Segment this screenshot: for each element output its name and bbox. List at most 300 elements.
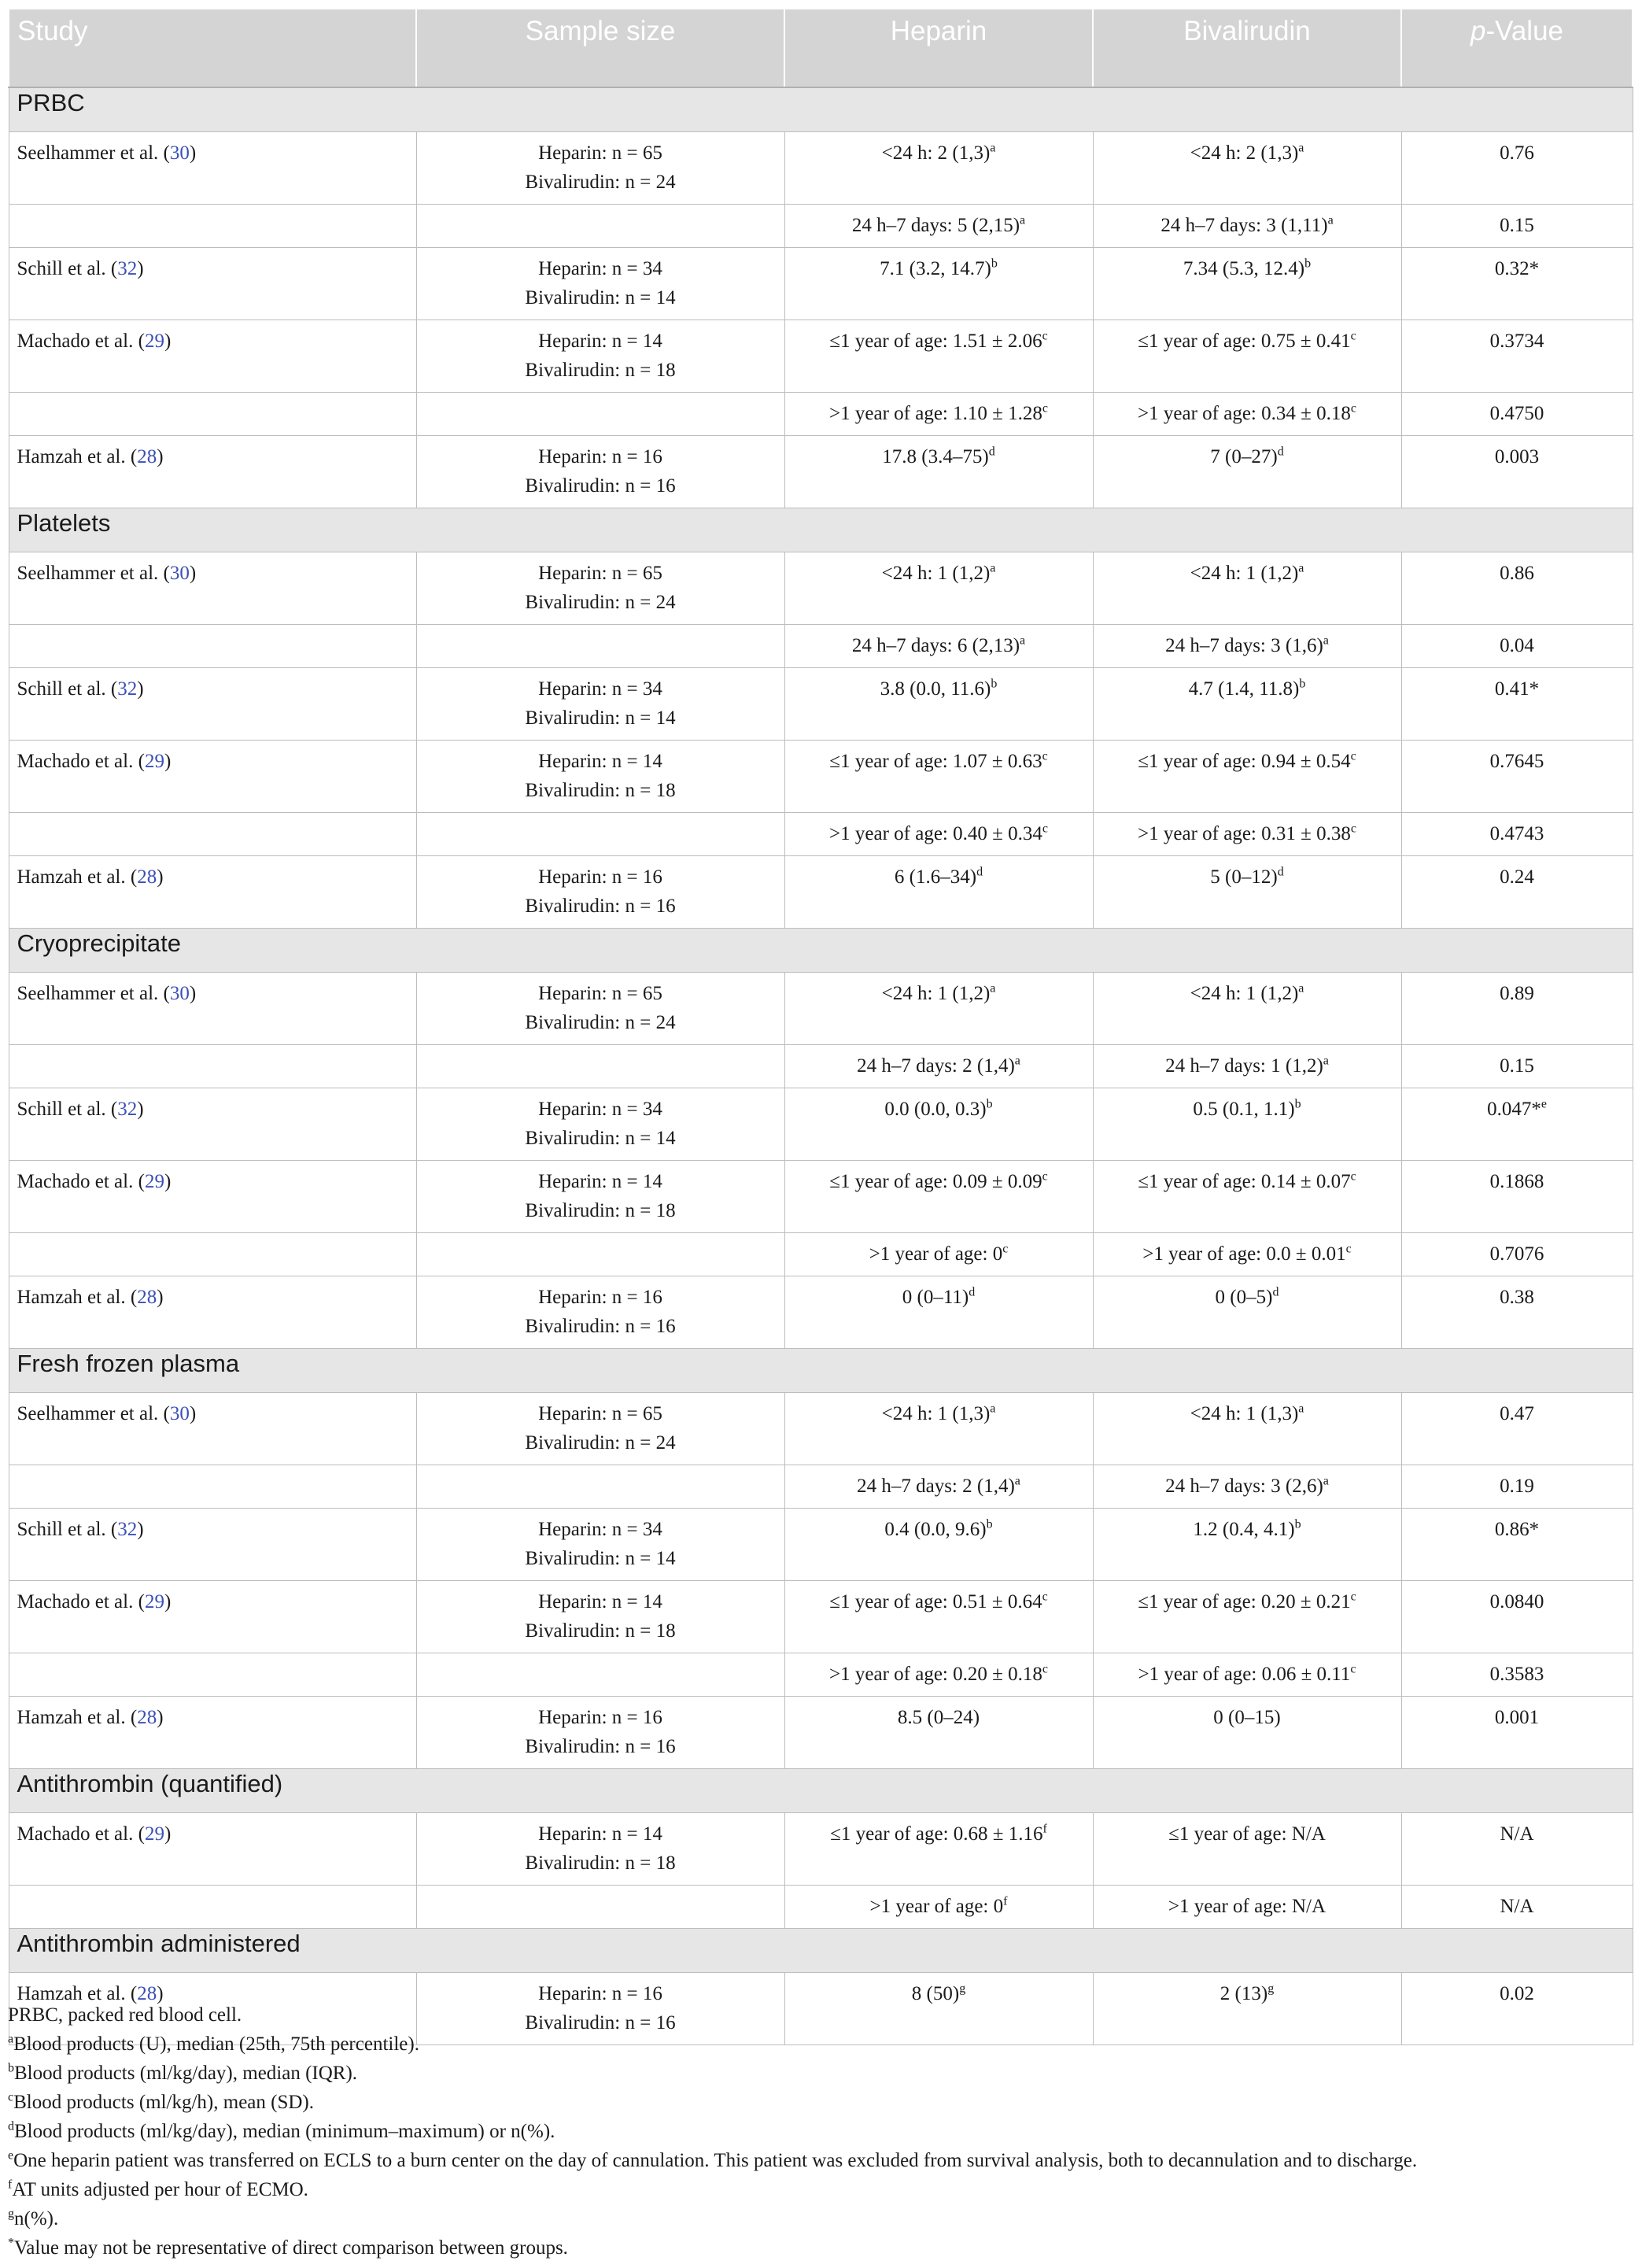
bivalirudin-footnote-mark: c: [1350, 401, 1356, 416]
bivalirudin-footnote-mark: a: [1323, 1474, 1329, 1488]
table-row: [9, 436, 1633, 508]
study-cell: [9, 1581, 416, 1653]
heparin-value: >1 year of age: 0.40 ± 0.34: [829, 823, 1042, 844]
study-paren: ): [164, 1171, 172, 1192]
heparin-cell: [784, 668, 1093, 741]
study-author: Hamzah et al. (: [17, 1983, 138, 2004]
heparin-cell: [784, 1581, 1093, 1653]
heparin-footnote-mark: c: [1042, 749, 1048, 763]
bivalirudin-cell: [1093, 1653, 1401, 1697]
p-value-cell: [1401, 1886, 1633, 1929]
header-p-rest: -Value: [1485, 16, 1564, 46]
section-title: Antithrombin (quantified): [9, 1769, 1633, 1813]
p-value: 0.89: [1500, 983, 1534, 1004]
bivalirudin-value: ≤1 year of age: N/A: [1168, 1823, 1326, 1845]
heparin-footnote-mark: a: [1014, 1054, 1020, 1068]
study-author: Hamzah et al. (: [17, 1287, 138, 1308]
sample-bivalirudin: Bivalirudin: n = 14: [525, 1548, 676, 1569]
heparin-cell: [784, 741, 1093, 813]
bivalirudin-value: >1 year of age: 0.0 ± 0.01: [1142, 1243, 1346, 1265]
heparin-footnote-mark: b: [991, 257, 998, 271]
bivalirudin-value: 24 h–7 days: 3 (1,11): [1160, 215, 1328, 236]
bivalirudin-footnote-mark: b: [1294, 1517, 1301, 1531]
sample-size-cell: [416, 132, 784, 205]
sample-heparin: Heparin: n = 14: [538, 331, 662, 352]
table-row: [9, 668, 1633, 741]
footnote-text: Blood products (ml/kg/h), mean (SD).: [13, 2092, 315, 2113]
sample-size-cell: [416, 320, 784, 393]
p-value-cell: [1401, 1653, 1633, 1697]
bivalirudin-cell: [1093, 1393, 1401, 1465]
table-row: [9, 1813, 1633, 1886]
heparin-value: <24 h: 1 (1,2): [881, 563, 991, 584]
table-row: [9, 856, 1633, 929]
study-paren: ): [137, 1099, 144, 1120]
table-row: [9, 1161, 1633, 1233]
section-row: [9, 1929, 1633, 1973]
bivalirudin-cell: [1093, 1088, 1401, 1161]
sample-heparin: Heparin: n = 34: [538, 1099, 662, 1120]
sample-size-cell: [416, 1886, 784, 1929]
sample-size-cell: [416, 1465, 784, 1509]
study-cell: [9, 393, 416, 436]
sample-bivalirudin: Bivalirudin: n = 16: [525, 896, 676, 917]
bivalirudin-cell: [1093, 813, 1401, 856]
study-cell: [9, 1465, 416, 1509]
study-author: Schill et al. (: [17, 1519, 118, 1540]
table-row: [9, 1233, 1633, 1276]
heparin-cell: [784, 856, 1093, 929]
sample-heparin: Heparin: n = 16: [538, 1287, 662, 1308]
bivalirudin-cell: [1093, 132, 1401, 205]
footnote-text: n(%).: [14, 2208, 59, 2229]
sample-size-cell: [416, 1393, 784, 1465]
bivalirudin-value: 24 h–7 days: 1 (1,2): [1165, 1055, 1323, 1077]
study-paren: ): [157, 866, 164, 888]
header-heparin: Heparin: [784, 9, 1093, 87]
heparin-cell: [784, 393, 1093, 436]
sample-size-cell: [416, 248, 784, 320]
sample-bivalirudin: Bivalirudin: n = 24: [525, 1432, 676, 1454]
footnote-mark: *: [8, 2236, 14, 2250]
heparin-value: 8.5 (0–24): [897, 1707, 980, 1728]
table-row: [9, 552, 1633, 625]
sample-size-cell: [416, 813, 784, 856]
p-value-cell: [1401, 973, 1633, 1045]
p-value: 0.32*: [1494, 258, 1540, 279]
footnote-line: [8, 2175, 1632, 2204]
bivalirudin-cell: [1093, 1886, 1401, 1929]
heparin-cell: [784, 205, 1093, 248]
sample-bivalirudin: Bivalirudin: n = 14: [525, 707, 676, 729]
p-value: 0.04: [1500, 635, 1534, 656]
section-title: Platelets: [9, 508, 1633, 552]
heparin-footnote-mark: c: [1042, 401, 1048, 416]
bivalirudin-cell: [1093, 1045, 1401, 1088]
p-value: 0.19: [1500, 1476, 1534, 1497]
sample-size-cell: [416, 741, 784, 813]
heparin-footnote-mark: d: [969, 1285, 976, 1299]
study-reference: 32: [117, 1519, 138, 1540]
study-cell: [9, 1161, 416, 1233]
bivalirudin-value: 0 (0–15): [1213, 1707, 1281, 1728]
table-row: [9, 1886, 1633, 1929]
study-cell: [9, 132, 416, 205]
p-value-cell: [1401, 1088, 1633, 1161]
study-cell: [9, 1886, 416, 1929]
study-cell: [9, 552, 416, 625]
table-row: [9, 1465, 1633, 1509]
study-paren: ): [189, 983, 197, 1004]
p-value-cell: [1401, 1697, 1633, 1769]
bivalirudin-cell: [1093, 741, 1401, 813]
section-title: Antithrombin administered: [9, 1929, 1633, 1973]
p-value: 0.47: [1500, 1403, 1534, 1424]
sample-bivalirudin: Bivalirudin: n = 24: [525, 592, 676, 613]
heparin-cell: [784, 436, 1093, 508]
heparin-footnote-mark: c: [1042, 1590, 1048, 1604]
bivalirudin-value: 0 (0–5): [1215, 1287, 1273, 1308]
sample-size-cell: [416, 1509, 784, 1581]
study-cell: [9, 1509, 416, 1581]
heparin-footnote-mark: a: [1014, 1474, 1020, 1488]
bivalirudin-cell: [1093, 1697, 1401, 1769]
study-paren: ): [137, 1519, 144, 1540]
bivalirudin-cell: [1093, 856, 1401, 929]
study-author: Machado et al. (: [17, 1591, 145, 1612]
heparin-value: >1 year of age: 0: [869, 1243, 1003, 1265]
study-cell: [9, 320, 416, 393]
p-value-cell: [1401, 1161, 1633, 1233]
section-row: [9, 1769, 1633, 1813]
study-cell: [9, 436, 416, 508]
section-row: [9, 508, 1633, 552]
p-value-footnote-mark: e: [1541, 1097, 1547, 1111]
p-value-cell: [1401, 320, 1633, 393]
bivalirudin-footnote-mark: a: [1323, 1054, 1329, 1068]
document: [8, 8, 1632, 2045]
sample-size-cell: [416, 625, 784, 668]
footnote-mark: d: [8, 2119, 14, 2133]
study-author: Schill et al. (: [17, 678, 118, 700]
study-reference: 32: [117, 1099, 138, 1120]
heparin-footnote-mark: g: [959, 1982, 966, 1996]
footnote-text: Blood products (ml/kg/day), median (minimum–maximum) or n(%).: [14, 2121, 555, 2142]
sample-bivalirudin: Bivalirudin: n = 24: [525, 1012, 676, 1033]
p-value: 0.24: [1500, 866, 1534, 888]
p-value: N/A: [1500, 1823, 1534, 1845]
study-cell: [9, 1045, 416, 1088]
bivalirudin-cell: [1093, 436, 1401, 508]
footnote-mark: g: [8, 2207, 14, 2221]
bivalirudin-value: 1.2 (0.4, 4.1): [1193, 1519, 1295, 1540]
footnote-mark: b: [8, 2061, 14, 2075]
study-cell: [9, 1813, 416, 1886]
study-paren: ): [137, 258, 144, 279]
study-paren: ): [189, 563, 197, 584]
header-p-value: [1401, 9, 1633, 87]
p-value: 0.003: [1494, 446, 1540, 467]
sample-bivalirudin: Bivalirudin: n = 18: [525, 1200, 676, 1221]
heparin-footnote-mark: c: [1042, 329, 1048, 343]
sample-heparin: Heparin: n = 16: [538, 1707, 662, 1728]
heparin-value: 17.8 (3.4–75): [882, 446, 989, 467]
study-paren: ): [164, 751, 172, 772]
study-paren: ): [157, 1287, 164, 1308]
bivalirudin-value: ≤1 year of age: 0.94 ± 0.54: [1138, 751, 1351, 772]
sample-size-cell: [416, 973, 784, 1045]
footnote-mark: e: [8, 2148, 14, 2163]
heparin-cell: [784, 813, 1093, 856]
study-author: Hamzah et al. (: [17, 446, 138, 467]
heparin-value: 6 (1.6–34): [894, 866, 977, 888]
footnote-line: [8, 2146, 1632, 2175]
study-reference: 29: [144, 331, 164, 352]
study-cell: [9, 625, 416, 668]
heparin-footnote-mark: c: [1042, 1169, 1048, 1184]
sample-heparin: Heparin: n = 14: [538, 751, 662, 772]
heparin-footnote-mark: a: [1020, 633, 1026, 648]
sample-size-cell: [416, 552, 784, 625]
heparin-footnote-mark: b: [991, 677, 998, 691]
heparin-footnote-mark: a: [990, 1402, 996, 1416]
sample-bivalirudin: Bivalirudin: n = 18: [525, 1852, 676, 1874]
footnote-line: [8, 2117, 1632, 2146]
sample-heparin: Heparin: n = 65: [538, 563, 662, 584]
heparin-cell: [784, 625, 1093, 668]
bivalirudin-footnote-mark: g: [1267, 1982, 1275, 1996]
study-paren: ): [157, 1983, 164, 2004]
heparin-footnote-mark: a: [990, 141, 996, 155]
footnote-mark: f: [8, 2178, 13, 2192]
p-value-cell: [1401, 1465, 1633, 1509]
sample-bivalirudin: Bivalirudin: n = 16: [525, 2012, 676, 2033]
sample-bivalirudin: Bivalirudin: n = 16: [525, 475, 676, 497]
study-reference: 28: [137, 1983, 157, 2004]
heparin-cell: [784, 1276, 1093, 1349]
sample-size-cell: [416, 1088, 784, 1161]
bivalirudin-footnote-mark: c: [1350, 749, 1356, 763]
sample-size-cell: [416, 856, 784, 929]
bivalirudin-value: 4.7 (1.4, 11.8): [1188, 678, 1300, 700]
bivalirudin-cell: [1093, 205, 1401, 248]
section-title: Cryoprecipitate: [9, 929, 1633, 973]
study-cell: [9, 813, 416, 856]
sample-size-cell: [416, 1813, 784, 1886]
bivalirudin-value: 7 (0–27): [1210, 446, 1278, 467]
study-author: Schill et al. (: [17, 258, 118, 279]
heparin-value: 0 (0–11): [902, 1287, 969, 1308]
p-value: 0.4750: [1489, 403, 1544, 424]
study-paren: ): [157, 446, 164, 467]
section-row: [9, 1349, 1633, 1393]
heparin-footnote-mark: c: [1002, 1242, 1009, 1256]
table-row: [9, 205, 1633, 248]
sample-bivalirudin: Bivalirudin: n = 14: [525, 287, 676, 308]
study-cell: [9, 1276, 416, 1349]
footnote-text: AT units adjusted per hour of ECMO.: [12, 2179, 308, 2200]
study-reference: 32: [117, 258, 138, 279]
sample-heparin: Heparin: n = 16: [538, 446, 662, 467]
p-value-cell: [1401, 856, 1633, 929]
table-row: [9, 625, 1633, 668]
study-cell: [9, 248, 416, 320]
heparin-cell: [784, 1161, 1093, 1233]
footnote-mark: a: [8, 2032, 14, 2046]
sample-size-cell: [416, 1581, 784, 1653]
heparin-value: 7.1 (3.2, 14.7): [880, 258, 991, 279]
study-author: Machado et al. (: [17, 751, 145, 772]
bivalirudin-footnote-mark: b: [1304, 257, 1312, 271]
sample-size-cell: [416, 205, 784, 248]
study-paren: ): [157, 1707, 164, 1728]
p-value: 0.76: [1500, 142, 1534, 164]
study-cell: [9, 205, 416, 248]
bivalirudin-cell: [1093, 1276, 1401, 1349]
bivalirudin-cell: [1093, 1813, 1401, 1886]
section-title: Fresh frozen plasma: [9, 1349, 1633, 1393]
p-value: 0.047*: [1487, 1099, 1541, 1120]
bivalirudin-cell: [1093, 973, 1401, 1045]
p-value: 0.86*: [1494, 1519, 1540, 1540]
sample-bivalirudin: Bivalirudin: n = 18: [525, 780, 676, 801]
sample-size-cell: [416, 1161, 784, 1233]
heparin-footnote-mark: f: [1003, 1894, 1008, 1908]
study-cell: [9, 973, 416, 1045]
study-reference: 28: [137, 866, 157, 888]
footnote-text: One heparin patient was transferred on ECLS to a burn center on the day of cannulation. This patient was excluded from survival analysis, both to decannulation and to discharge.: [13, 2150, 1418, 2171]
p-value-cell: [1401, 1813, 1633, 1886]
bivalirudin-footnote-mark: d: [1272, 1285, 1279, 1299]
heparin-footnote-mark: a: [990, 981, 996, 995]
table-row: [9, 973, 1633, 1045]
table-row: [9, 132, 1633, 205]
sample-bivalirudin: Bivalirudin: n = 16: [525, 1736, 676, 1757]
heparin-value: >1 year of age: 0.20 ± 0.18: [829, 1664, 1042, 1685]
heparin-value: 24 h–7 days: 5 (2,15): [851, 215, 1020, 236]
footnote-line: [8, 2059, 1632, 2088]
bivalirudin-value: >1 year of age: 0.31 ± 0.38: [1138, 823, 1351, 844]
section-row: [9, 929, 1633, 973]
p-value-cell: [1401, 248, 1633, 320]
p-value-cell: [1401, 1045, 1633, 1088]
heparin-cell: [784, 1653, 1093, 1697]
bivalirudin-footnote-mark: c: [1350, 1590, 1356, 1604]
heparin-value: 3.8 (0.0, 11.6): [880, 678, 991, 700]
sample-bivalirudin: Bivalirudin: n = 18: [525, 1620, 676, 1642]
bivalirudin-value: >1 year of age: 0.06 ± 0.11: [1138, 1664, 1351, 1685]
sample-bivalirudin: Bivalirudin: n = 24: [525, 172, 676, 193]
sample-heparin: Heparin: n = 34: [538, 258, 662, 279]
heparin-cell: [784, 1697, 1093, 1769]
bivalirudin-cell: [1093, 248, 1401, 320]
bivalirudin-value: ≤1 year of age: 0.75 ± 0.41: [1138, 331, 1351, 352]
table-row: [9, 1393, 1633, 1465]
heparin-footnote-mark: a: [1020, 213, 1026, 227]
study-cell: [9, 1697, 416, 1769]
study-cell: [9, 1393, 416, 1465]
heparin-footnote-mark: b: [986, 1517, 993, 1531]
heparin-value: ≤1 year of age: 1.51 ± 2.06: [829, 331, 1042, 352]
heparin-footnote-mark: d: [988, 445, 995, 459]
bivalirudin-value: 0.5 (0.1, 1.1): [1193, 1099, 1295, 1120]
p-value: 0.86: [1500, 563, 1534, 584]
study-paren: ): [164, 1591, 172, 1612]
bivalirudin-footnote-mark: a: [1323, 633, 1329, 648]
p-value-cell: [1401, 393, 1633, 436]
p-value: 0.7076: [1489, 1243, 1544, 1265]
heparin-value: 24 h–7 days: 2 (1,4): [857, 1476, 1015, 1497]
heparin-value: <24 h: 1 (1,3): [881, 1403, 991, 1424]
bivalirudin-footnote-mark: a: [1298, 141, 1304, 155]
footnote-mark: c: [8, 2090, 14, 2104]
p-value: 0.4743: [1489, 823, 1544, 844]
bivalirudin-value: >1 year of age: N/A: [1168, 1896, 1327, 1917]
table-row: [9, 1276, 1633, 1349]
study-cell: [9, 668, 416, 741]
heparin-footnote-mark: c: [1042, 1662, 1048, 1676]
p-value-cell: [1401, 1393, 1633, 1465]
heparin-cell: [784, 1233, 1093, 1276]
study-reference: 29: [144, 751, 164, 772]
bivalirudin-footnote-mark: c: [1350, 1662, 1356, 1676]
bivalirudin-value: 2 (13): [1220, 1983, 1268, 2004]
bivalirudin-value: 24 h–7 days: 3 (2,6): [1165, 1476, 1323, 1497]
p-value: 0.15: [1500, 1055, 1534, 1077]
sample-heparin: Heparin: n = 16: [538, 1983, 662, 2004]
heparin-cell: [784, 1088, 1093, 1161]
bivalirudin-cell: [1093, 1465, 1401, 1509]
footnotes: [8, 2000, 1632, 2262]
bivalirudin-value: <24 h: 1 (1,2): [1190, 563, 1299, 584]
table-header: [9, 9, 1633, 87]
study-author: Machado et al. (: [17, 1823, 145, 1845]
study-reference: 30: [169, 142, 190, 164]
p-value: 0.001: [1494, 1707, 1540, 1728]
footnote-line: [8, 2088, 1632, 2117]
bivalirudin-footnote-mark: b: [1299, 677, 1306, 691]
sample-size-cell: [416, 1653, 784, 1697]
study-paren: ): [164, 1823, 172, 1845]
heparin-footnote-mark: f: [1042, 1822, 1047, 1836]
sample-heparin: Heparin: n = 65: [538, 1403, 662, 1424]
heparin-value: <24 h: 1 (1,2): [881, 983, 991, 1004]
sample-size-cell: [416, 1276, 784, 1349]
bivalirudin-footnote-mark: d: [1277, 445, 1284, 459]
sample-size-cell: [416, 1697, 784, 1769]
bivalirudin-cell: [1093, 320, 1401, 393]
bivalirudin-value: <24 h: 2 (1,3): [1190, 142, 1299, 164]
heparin-value: 24 h–7 days: 6 (2,13): [851, 635, 1020, 656]
heparin-cell: [784, 132, 1093, 205]
p-value-cell: [1401, 668, 1633, 741]
table-row: [9, 813, 1633, 856]
study-reference: 29: [144, 1823, 164, 1845]
p-value: 0.41*: [1494, 678, 1540, 700]
heparin-cell: [784, 552, 1093, 625]
heparin-cell: [784, 973, 1093, 1045]
study-reference: 29: [144, 1591, 164, 1612]
study-author: Seelhammer et al. (: [17, 1403, 170, 1424]
bivalirudin-cell: [1093, 668, 1401, 741]
sample-size-cell: [416, 436, 784, 508]
study-paren: ): [137, 678, 144, 700]
heparin-value: >1 year of age: 1.10 ± 1.28: [829, 403, 1042, 424]
p-value: 0.7645: [1489, 751, 1544, 772]
heparin-cell: [784, 1813, 1093, 1886]
table-row: [9, 320, 1633, 393]
table-row: [9, 1509, 1633, 1581]
